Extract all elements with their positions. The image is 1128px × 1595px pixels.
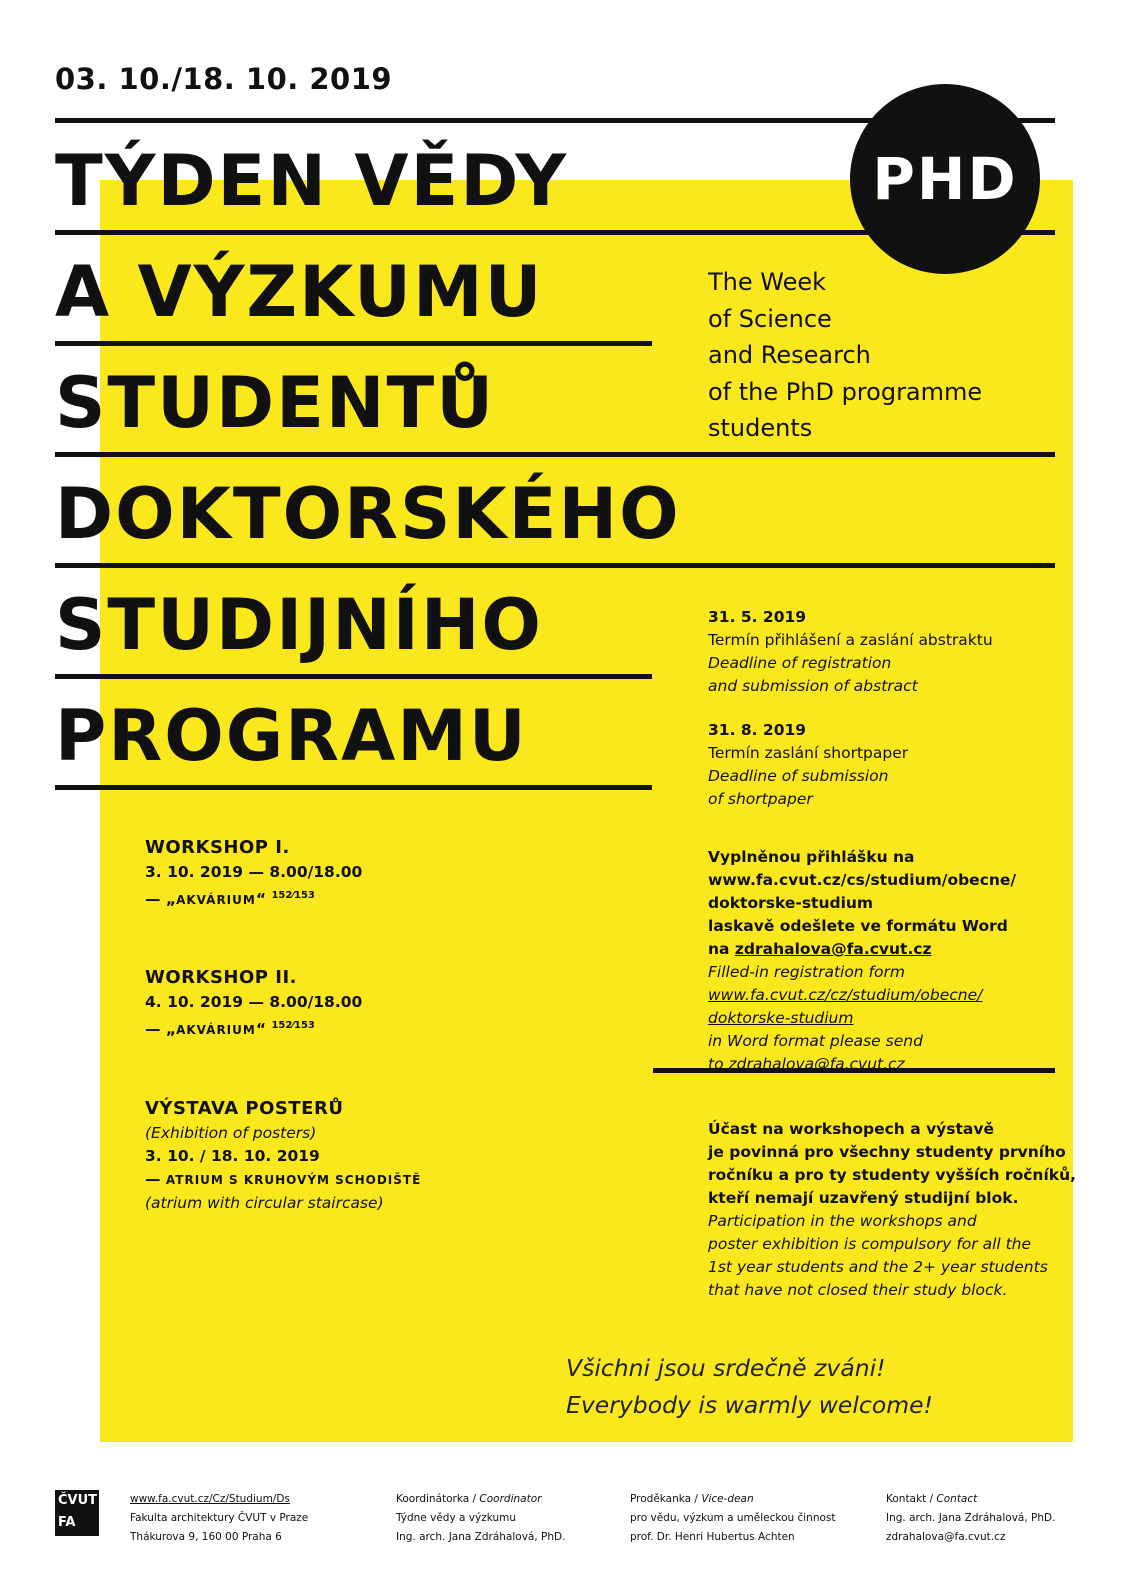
registration-text: na (708, 940, 735, 958)
participation-cs: kteří nemají uzavřený studijní blok. (708, 1189, 1019, 1207)
footer-col-coordinator (396, 1490, 565, 1547)
participation-en: that have not closed their study block. (708, 1281, 1008, 1299)
vicedean-role (630, 1490, 836, 1509)
title-line-5: STUDIJNÍHO (55, 584, 543, 666)
participation-en: 1st year students and the 2+ year students (708, 1258, 1048, 1276)
deadline-date: 31. 5. 2019 (708, 608, 807, 626)
welcome-en: Everybody is warmly welcome! (566, 1391, 933, 1419)
workshop-place (145, 1014, 362, 1042)
registration-link[interactable]: www.fa.cvut.cz/cs/studium/obecne/ (708, 871, 1017, 889)
rule-3 (55, 341, 652, 346)
place-name: AKVÁRIUM (176, 1023, 256, 1038)
faculty-link[interactable]: www.fa.cvut.cz/Cz/Studium/Ds (130, 1493, 290, 1505)
phd-badge (850, 84, 1040, 274)
title-line-3: STUDENTŮ (55, 362, 496, 444)
participation-en: Participation in the workshops and (708, 1212, 977, 1230)
cvut-fa-logo (55, 1490, 99, 1536)
place-suffix: “ (255, 1020, 267, 1039)
coordinator-name: Ing. arch. Jana Zdráhalová, PhD. (396, 1531, 566, 1543)
registration-link-en[interactable]: doktorske-studium (708, 1009, 854, 1027)
deadline-item (708, 606, 993, 698)
rule-7 (55, 785, 652, 790)
participation-en: poster exhibition is compulsory for all the (708, 1235, 1032, 1253)
exhibition-place (145, 1168, 421, 1192)
deadline-cs: Termín zaslání shortpaper (708, 744, 909, 762)
registration-text-en: to (708, 1055, 729, 1073)
place-suffix: “ (255, 890, 267, 909)
registration-text: Vyplněnou přihlášku na (708, 848, 915, 866)
welcome-message (566, 1350, 933, 1424)
exhibition-place-en: (atrium with circular staircase) (145, 1194, 384, 1212)
deadline-en: Deadline of registration (708, 654, 892, 672)
registration-section (708, 846, 1016, 1076)
deadline-date: 31. 8. 2019 (708, 721, 807, 739)
subtitle-line: students (708, 414, 813, 442)
workshop-1 (145, 835, 362, 912)
workshop-time: 4. 10. 2019 — 8.00/18.00 (145, 993, 363, 1011)
footer-col-vicedean (630, 1490, 836, 1547)
registration-text-en: in Word format please send (708, 1032, 923, 1050)
registration-text: laskavě odešlete ve formátu Word (708, 917, 1008, 935)
footer (0, 1490, 1128, 1595)
subtitle-line: The Week (708, 268, 827, 296)
registration-email-line (708, 938, 1016, 961)
place-prefix: — „ (145, 890, 177, 909)
exhibition-title: VÝSTAVA POSTERŮ (145, 1098, 344, 1119)
vicedean-line: pro vědu, výzkum a uměleckou činnost (630, 1512, 836, 1524)
role-cs: Kontakt / (886, 1493, 937, 1505)
deadline-item (708, 719, 993, 811)
logo-top: ČVUT (58, 1493, 98, 1508)
contact-email[interactable]: zdrahalova@fa.cvut.cz (886, 1531, 1006, 1543)
workshop-title: WORKSHOP I. (145, 837, 290, 858)
rule-5 (55, 563, 1055, 568)
title-line-1: TÝDEN VĚDY (55, 140, 569, 222)
role-en: Contact (936, 1493, 978, 1505)
title-line-2: A VÝZKUMU (55, 251, 544, 333)
participation-section (708, 1118, 1076, 1302)
contact-name: Ing. arch. Jana Zdráhalová, PhD. (886, 1512, 1056, 1524)
participation-cs: ročníku a pro ty studenty vyšších ročníků, (708, 1166, 1076, 1184)
workshop-time: 3. 10. 2019 — 8.00/18.00 (145, 863, 363, 881)
role-en: Coordinator (479, 1493, 542, 1505)
event-date: 03. 10./18. 10. 2019 (55, 62, 393, 96)
registration-link-en[interactable]: www.fa.cvut.cz/cz/studium/obecne/ (708, 986, 983, 1004)
footer-col-contact (886, 1490, 1055, 1547)
registration-text-en: Filled-in registration form (708, 963, 905, 981)
faculty-name: Fakulta architektury ČVUT v Praze (130, 1512, 309, 1524)
exhibition-subtitle: (Exhibition of posters) (145, 1124, 317, 1142)
deadlines-section (708, 606, 993, 811)
exhibition (145, 1096, 421, 1215)
room-number: 152⁄153 (271, 1020, 315, 1031)
exhibition-time: 3. 10. / 18. 10. 2019 (145, 1147, 320, 1165)
workshop-title: WORKSHOP II. (145, 967, 297, 988)
participation-cs: je povinná pro všechny studenty prvního (708, 1143, 1066, 1161)
logo-bottom: FA (58, 1515, 76, 1530)
welcome-cs: Všichni jsou srdečně zváni! (566, 1354, 886, 1382)
role-en: Vice-dean (701, 1493, 754, 1505)
contact-role (886, 1490, 1055, 1509)
place-name: AKVÁRIUM (176, 893, 256, 908)
registration-email-line-en (708, 1053, 1016, 1076)
email-link[interactable]: zdrahalova@fa.cvut.cz (734, 940, 932, 958)
registration-link[interactable]: doktorske-studium (708, 894, 874, 912)
role-cs: Proděkanka / (630, 1493, 702, 1505)
rule-6 (55, 674, 652, 679)
title-line-6: PROGRAMU (55, 695, 528, 777)
deadline-en: Deadline of submission (708, 767, 889, 785)
email-link[interactable]: zdrahalova@fa.cvut.cz (728, 1055, 905, 1073)
deadline-en: of shortpaper (708, 790, 813, 808)
subtitle-line: of Science (708, 304, 832, 333)
role-cs: Koordinátorka / (396, 1493, 480, 1505)
subtitle-line: of the PhD programme (708, 377, 983, 406)
phd-badge-label: PHD (872, 145, 1018, 213)
coordinator-line: Týdne vědy a výzkumu (396, 1512, 517, 1524)
participation-cs: Účast na workshopech a výstavě (708, 1120, 994, 1138)
rule-4 (55, 452, 1055, 457)
place-prefix: — (145, 1170, 166, 1188)
place-name: ATRIUM S KRUHOVÝM SCHODIŠTĚ (165, 1173, 422, 1187)
room-number: 152⁄153 (271, 890, 315, 901)
workshop-2 (145, 965, 362, 1042)
vicedean-name: prof. Dr. Henri Hubertus Achten (630, 1531, 795, 1543)
subtitle-line: and Research (708, 341, 871, 369)
deadline-cs: Termín přihlášení a zaslání abstraktu (708, 631, 993, 649)
english-subtitle (708, 264, 982, 447)
coordinator-role (396, 1490, 565, 1509)
place-prefix: — „ (145, 1020, 177, 1039)
footer-col-faculty (130, 1490, 308, 1547)
deadline-en: and submission of abstract (708, 677, 918, 695)
faculty-address: Thákurova 9, 160 00 Praha 6 (130, 1531, 282, 1543)
title-line-4: DOKTORSKÉHO (55, 473, 681, 555)
workshop-place (145, 884, 362, 912)
